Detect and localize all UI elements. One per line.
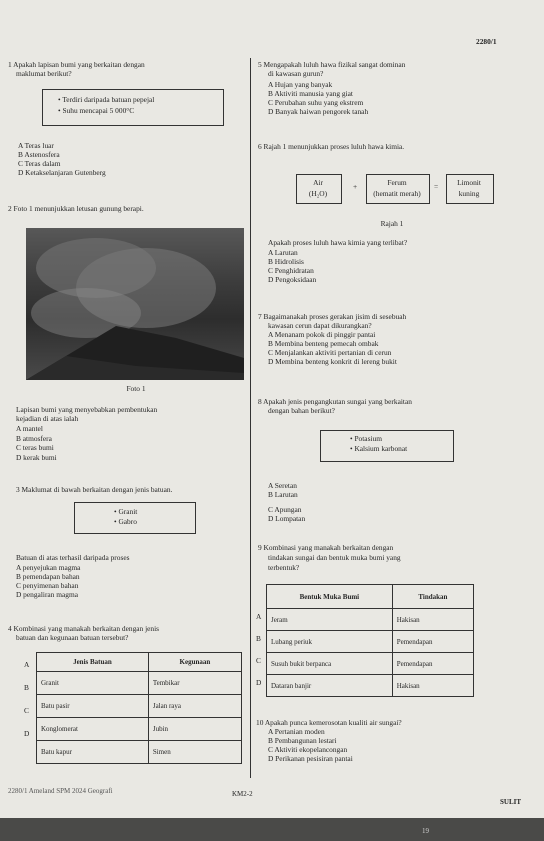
q3-box-text1: Granit bbox=[118, 507, 138, 516]
q1-stem-line1: 1 Apakah lapisan bumi yang berkaitan dengan bbox=[8, 60, 145, 69]
q6-equals-sign: = bbox=[434, 182, 439, 191]
q9-table bbox=[266, 584, 474, 697]
q6-box-iron-line2: (hematit merah) bbox=[373, 189, 421, 198]
q10-option-a: A Pertanian moden bbox=[268, 727, 325, 736]
q9-cell: Pemendapan bbox=[392, 653, 473, 675]
q4-row-label-d: D bbox=[24, 729, 30, 738]
q2-stem: 2 Foto 1 menunjukkan letusan gunung berapi. bbox=[8, 204, 144, 213]
q1-box-text2: Suhu mencapai 5 000°C bbox=[62, 106, 135, 115]
q8-box-line1: • Potasium bbox=[350, 434, 382, 443]
photo-caption: Foto 1 bbox=[126, 384, 146, 393]
q4-cell: Jalan raya bbox=[148, 695, 241, 718]
q8-box-line2: • Kalsium karbonat bbox=[350, 444, 408, 453]
q3-box-line1: • Granit bbox=[114, 507, 138, 516]
q9-cell: Pemendapan bbox=[392, 631, 473, 653]
q10-stem: 10 Apakah punca kemerosotan kualiti air sungai? bbox=[256, 718, 402, 727]
q1-option-d: D Ketakselanjaran Gutenberg bbox=[18, 168, 106, 177]
q1-stem-line2: maklumat berikut? bbox=[16, 69, 72, 78]
q9-cell: Hakisan bbox=[392, 675, 473, 697]
q8-stem-line2: dengan bahan berikut? bbox=[268, 406, 335, 415]
footer-left: 2280/1 Ameland SPM 2024 Geografi bbox=[8, 787, 113, 795]
q2-line2: kejadian di atas ialah bbox=[16, 414, 79, 423]
q4-table bbox=[36, 652, 242, 764]
q4-cell: Konglomerat bbox=[37, 718, 149, 741]
q2-line1: Lapisan bumi yang menyebabkan pembentukan bbox=[16, 405, 158, 414]
q5-option-c: C Perubahan suhu yang ekstrem bbox=[268, 98, 364, 107]
q9-row-label-d: D bbox=[256, 678, 262, 687]
q5-option-a: A Hujan yang banyak bbox=[268, 80, 333, 89]
q6-box-limonite-line1: Limonit bbox=[457, 178, 481, 187]
q5-option-d: D Banyak haiwan pengorek tanah bbox=[268, 107, 369, 116]
q4-row-label-b: B bbox=[24, 683, 29, 692]
q4-cell: Tembikar bbox=[148, 672, 241, 695]
q3-option-a: A penyejukan magma bbox=[16, 563, 81, 572]
q4-row-label-c: C bbox=[24, 706, 29, 715]
q4-stem-line1: 4 Kombinasi yang manakah berkaitan dengan jenis bbox=[8, 624, 160, 633]
q3-stem: 3 Maklumat di bawah berkaitan dengan jenis batuan. bbox=[16, 485, 173, 494]
q4-cell: Granit bbox=[37, 672, 149, 695]
q7-option-a: A Menanam pokok di pinggir pantai bbox=[268, 330, 376, 339]
q2-option-d: D kerak bumi bbox=[16, 453, 57, 462]
q6-line1: Apakah proses luluh hawa kimia yang terlibat? bbox=[268, 238, 408, 247]
q9-stem-line2: tindakan sungai dan bentuk muka bumi yang bbox=[268, 553, 401, 562]
q6-option-d: D Pengoksidaan bbox=[268, 275, 317, 284]
q6-box-water-line2: (H₂O) bbox=[308, 189, 328, 198]
q4-cell: Batu pasir bbox=[37, 695, 149, 718]
q10-option-d: D Perikanan pesisiran pantai bbox=[268, 754, 353, 763]
q3-option-c: C penyimenan bahan bbox=[16, 581, 79, 590]
q7-option-d: D Membina benteng konkrit di lereng bukit bbox=[268, 357, 397, 366]
figure-caption: Rajah 1 bbox=[380, 219, 404, 228]
q6-plus-sign: + bbox=[353, 182, 358, 191]
paper-code: 2280/1 bbox=[476, 37, 497, 46]
q2-option-a: A mantel bbox=[16, 424, 43, 433]
q4-row-label-a: A bbox=[24, 660, 30, 669]
q4-stem-line2: batuan dan kegunaan batuan tersebut? bbox=[16, 633, 129, 642]
q1-box-line1: • Terdiri daripada batuan pepejal bbox=[58, 95, 155, 104]
q8-option-d: D Lompatan bbox=[268, 514, 306, 523]
q4-cell: Batu kapur bbox=[37, 741, 149, 764]
q9-row-label-a: A bbox=[256, 612, 262, 621]
q5-stem-line1: 5 Mengapakah luluh hawa fizikal sangat dominan bbox=[258, 60, 406, 69]
q2-option-b: B atmosfera bbox=[16, 434, 52, 443]
q6-option-c: C Penghidratan bbox=[268, 266, 314, 275]
q4-header-use: Kegunaan bbox=[148, 653, 241, 672]
q9-header-action: Tindakan bbox=[392, 585, 473, 609]
page-corner-number: 19 bbox=[422, 827, 429, 835]
q9-row-label-c: C bbox=[256, 656, 261, 665]
q10-option-b: B Pembangunan lestari bbox=[268, 736, 337, 745]
q7-stem-line2: kawasan cerun dapat dikurangkan? bbox=[268, 321, 372, 330]
q9-stem-line3: terbentuk? bbox=[268, 563, 300, 572]
q1-option-a: A Teras luar bbox=[18, 141, 54, 150]
q1-box-text1: Terdiri daripada batuan pepejal bbox=[62, 95, 155, 104]
page-edge-shadow bbox=[0, 818, 544, 841]
footer-right: SULIT bbox=[500, 798, 522, 806]
q7-option-c: C Menjalankan aktiviti pertanian di cerun bbox=[268, 348, 392, 357]
q9-header-landform: Bentuk Muka Bumi bbox=[267, 585, 393, 609]
footer-center: KM2-2 bbox=[232, 790, 253, 798]
q4-cell: Simen bbox=[148, 741, 241, 764]
q9-row-label-b: B bbox=[256, 634, 261, 643]
column-divider bbox=[250, 58, 251, 778]
q7-stem-line1: 7 Bagaimanakah proses gerakan jisim di sesebuah bbox=[258, 312, 407, 321]
q2-option-c: C teras bumi bbox=[16, 443, 54, 452]
q6-stem: 6 Rajah 1 menunjukkan proses luluh hawa kimia. bbox=[258, 142, 405, 151]
q8-option-b: B Larutan bbox=[268, 490, 298, 499]
q6-box-limonite-line2: kuning bbox=[458, 189, 480, 198]
q8-stem-line1: 8 Apakah jenis pengangkutan sungai yang berkaitan bbox=[258, 397, 412, 406]
q1-option-c: C Teras dalam bbox=[18, 159, 61, 168]
q8-box-text1: Potasium bbox=[354, 434, 382, 443]
q6-option-a: A Larutan bbox=[268, 248, 298, 257]
q6-box-iron-line1: Ferum bbox=[387, 178, 407, 187]
q3-option-d: D pengaliran magma bbox=[16, 590, 78, 599]
q9-cell: Susuh bukit berpanca bbox=[267, 653, 393, 675]
q9-cell: Lubang periuk bbox=[267, 631, 393, 653]
q9-cell: Hakisan bbox=[392, 609, 473, 631]
q3-box-line2: • Gabro bbox=[114, 517, 137, 526]
q6-box-water-line1: Air bbox=[313, 178, 323, 187]
q1-option-b: B Astenosfera bbox=[18, 150, 60, 159]
q9-cell: Dataran banjir bbox=[267, 675, 393, 697]
q4-header-rock: Jenis Batuan bbox=[37, 653, 149, 672]
q6-option-b: B Hidrolisis bbox=[268, 257, 304, 266]
volcano-photo bbox=[26, 228, 244, 380]
q3-line1: Batuan di atas terhasil daripada proses bbox=[16, 553, 130, 562]
q1-box-line2: • Suhu mencapai 5 000°C bbox=[58, 106, 135, 115]
q5-stem-line2: di kawasan gurun? bbox=[268, 69, 324, 78]
q3-option-b: B pemendapan bahan bbox=[16, 572, 80, 581]
q8-option-a: A Seretan bbox=[268, 481, 297, 490]
q4-cell: Jubin bbox=[148, 718, 241, 741]
q10-option-c: C Aktiviti ekopelancongan bbox=[268, 745, 348, 754]
q3-box-text2: Gabro bbox=[118, 517, 137, 526]
q7-option-b: B Membina benteng pemecah ombak bbox=[268, 339, 379, 348]
q9-stem-line1: 9 Kombinasi yang manakah berkaitan dengan bbox=[258, 543, 394, 552]
q8-box-text2: Kalsium karbonat bbox=[354, 444, 408, 453]
q5-option-b: B Aktiviti manusia yang giat bbox=[268, 89, 353, 98]
q9-cell: Jeram bbox=[267, 609, 393, 631]
q8-option-c: C Apungan bbox=[268, 505, 302, 514]
